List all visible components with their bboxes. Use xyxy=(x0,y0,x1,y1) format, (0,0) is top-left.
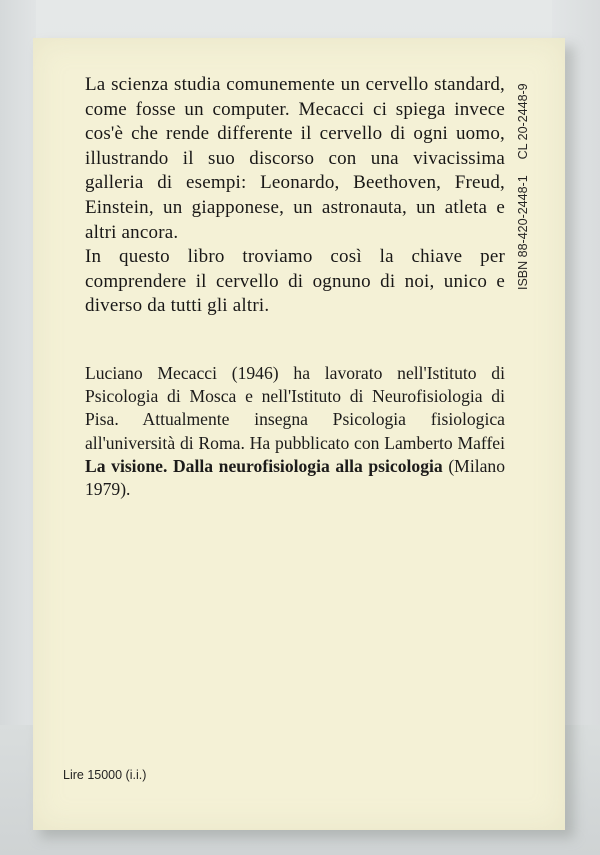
blurb-paragraph xyxy=(85,73,505,319)
book-title-reference: La visione. Dalla neurofisiologia alla psicologia xyxy=(85,455,443,476)
isbn-number: ISBN 88-420-2448-1 xyxy=(516,175,530,290)
isbn-block xyxy=(515,60,531,290)
blurb-text: La scienza studia comunemente un cervello standard, come fosse un computer. Mecacci ci spiega invece cos'è che rende differente il cervello di ogni uomo, illustrando il suo discorso con una vivacissima galleria di esempi: Leonardo, Beethoven, Freud, Einstein, un giapponese, un astronauta, un atleta e altri ancora. xyxy=(85,74,505,243)
book-back-cover xyxy=(33,38,565,830)
author-bio-text-end: (Milano 1979). xyxy=(85,455,505,500)
blurb-text-2: In questo libro troviamo così la chiave per comprendere il cervello di ognuno di noi, unico e diverso da tutti gli altri. xyxy=(85,246,505,317)
author-bio xyxy=(85,362,505,501)
author-bio-text: Luciano Mecacci (1946) ha lavorato nell'Istituto di Psicologia di Mosca e nell'Istituto di Neurofisiologia di Pisa. Attualmente insegna Psicologia fisiologica all'università di Roma. Ha pubblicato con Lamberto Maffei xyxy=(85,363,505,453)
price-label: Lire 15000 (i.i.) xyxy=(63,768,147,782)
cl-number: CL 20-2448-9 xyxy=(516,83,530,160)
